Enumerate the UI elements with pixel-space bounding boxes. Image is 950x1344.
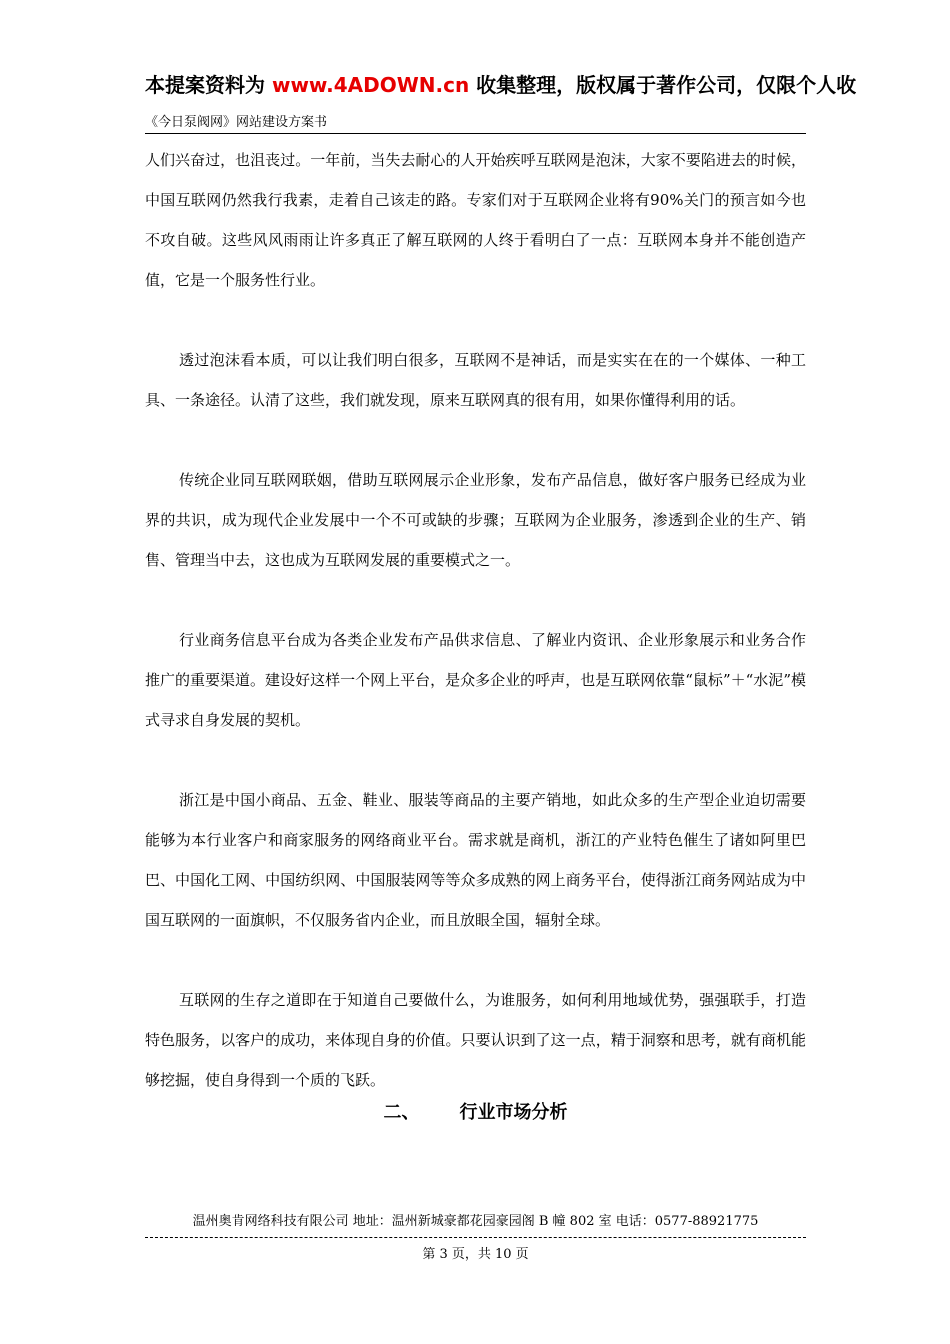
paragraph-3: 传统企业同互联网联姻，借助互联网展示企业形象，发布产品信息，做好客户服务已经成为业界的共识，成为现代企业发展中一个不可或缺的步骤；互联网为企业服务，渗透到企业的生产、销售、管理当中去，这也成为互联网发展的重要模式之一。 xyxy=(145,471,806,569)
paragraph-2: 透过泡沫看本质，可以让我们明白很多，互联网不是神话，而是实实在在的一个媒体、一种工具、一条途径。认清了这些，我们就发现，原来互联网真的很有用，如果你懂得利用的话。 xyxy=(145,351,806,409)
paragraph-1: 人们兴奋过，也沮丧过。一年前，当失去耐心的人开始疾呼互联网是泡沫，大家不要陷进去的时候，中国互联网仍然我行我素，走着自己该走的路。专家们对于互联网企业将有90%关门的预言如今也不攻自破。这些风风雨雨让许多真正了解互联网的人终于看明白了一点：互联网本身并不能创造产值，它是一个服务性行业。 xyxy=(145,151,806,289)
banner-prefix: 本提案资料为 xyxy=(145,73,272,97)
paragraph-5: 浙江是中国小商品、五金、鞋业、服装等商品的主要产销地，如此众多的生产型企业迫切需要能够为本行业客户和商家服务的网络商业平台。需求就是商机，浙江的产业特色催生了诸如阿里巴巴、中国化工网、中国纺织网、中国服装网等等众多成熟的网上商务平台，使得浙江商务网站成为中国互联网的一面旗帜，不仅服务省内企业，而且放眼全国，辐射全球。 xyxy=(145,791,806,929)
paragraph-4: 行业商务信息平台成为各类企业发布产品供求信息、了解业内资讯、企业形象展示和业务合作推广的重要渠道。建设好这样一个网上平台，是众多企业的呼声，也是互联网依靠“鼠标”＋“水泥”模式寻求自身发展的契机。 xyxy=(145,631,806,729)
footer-divider xyxy=(145,1237,806,1238)
section-number: 二、 xyxy=(383,1102,420,1123)
banner-suffix: 收集整理，版权属于著作公司，仅限个人收 xyxy=(469,73,857,97)
banner-site-link[interactable]: www.4ADOWN.cn xyxy=(271,73,470,97)
document-header xyxy=(145,114,806,134)
copyright-banner xyxy=(145,70,950,100)
footer-company-info: 温州奥肯网络科技有限公司 地址：温州新城豪都花园豪园阁 B 幢 802 室 电话：0577-88921775 xyxy=(192,1214,759,1229)
section-heading xyxy=(145,1098,806,1128)
paragraph-6: 互联网的生存之道即在于知道自己要做什么，为谁服务，如何利用地域优势，强强联手，打造特色服务，以客户的成功，来体现自身的价值。只要认识到了这一点，精于洞察和思考，就有商机能够挖掘，使自身得到一个质的飞跃。 xyxy=(145,991,806,1089)
document-title: 《今日泵阀网》网站建设方案书 xyxy=(145,115,328,130)
page-number: 第 3 页，共 10 页 xyxy=(422,1247,529,1262)
section-title: 行业市场分析 xyxy=(459,1102,568,1123)
document-body xyxy=(145,140,806,1100)
